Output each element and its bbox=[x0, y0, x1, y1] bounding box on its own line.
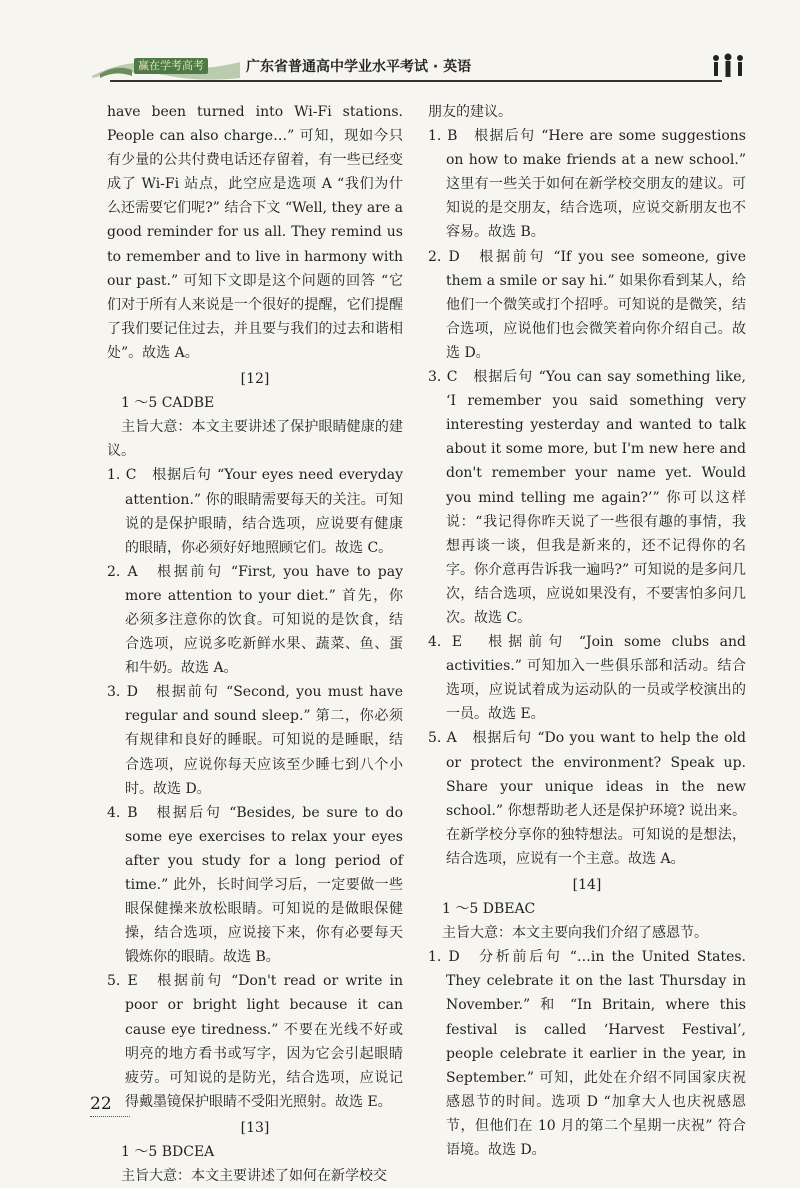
series-label: 赢在学考高考 bbox=[134, 58, 208, 74]
section-heading-13: [13] bbox=[240, 1119, 270, 1136]
answer-key-14: 1 ～5 DBEAC bbox=[442, 901, 536, 918]
explanation-item: 4. E 根据前句 “Join some clubs and activities.” 可知加入一些俱乐部和活动。结合选项，应说试着成为运动队的一员或学校演出的一员。故选 E。 bbox=[428, 634, 746, 723]
right-column bbox=[428, 100, 746, 1162]
explanation-item: 1. C 根据后句 “Your eyes need everyday attention.” 你的眼睛需要每天的关注。可知说的是保护眼睛，结合选项，应说要有健康的眼睛，你必须好好地照顾它们。故选 C。 bbox=[107, 467, 403, 556]
explanation-item: 1. D 分析前后句 “…in the United States. They celebrate it on the last Thursday in November.” 和 “In Britain, where this festival is called ‘Harvest Festival’, people celebrate it earlier in the year, in September.” 可知，此处在介绍不同国家庆祝感恩节的时间。选项 D “加拿大人也庆祝感恩节，但他们在 10 月的第二个星期一庆祝” 符合语境。故选 D。 bbox=[428, 949, 746, 1159]
header-title: 广东省普通高中学业水平考试 · 英语 bbox=[246, 59, 472, 75]
left-column bbox=[107, 100, 403, 1188]
summary-13-part2: 朋友的建议。 bbox=[428, 104, 512, 120]
summary-13-part1: 主旨大意：本文主要讲述了如何在新学校交 bbox=[121, 1168, 387, 1185]
page-header bbox=[90, 52, 750, 80]
explanation-item: 2. D 根据前句 “If you see someone, give them a smile or say hi.” 如果你看到某人，给他们一个微笑或打个招呼。可知说的是微笑，结合选项，应说他们也会微笑着向你介绍自己。故选 D。 bbox=[428, 248, 746, 361]
people-figures-icon bbox=[708, 52, 748, 80]
explanation-item: 5. A 根据后句 “Do you want to help the old or protect the environment? Speak up. Share your unique ideas in the new school.” 你想帮助老人还是保护环境? 说出来。在新学校分享你的独特想法。可知说的是想法，结合选项，应说有一个主意。故选 A。 bbox=[428, 730, 746, 867]
section-heading-14: [14] bbox=[572, 877, 602, 893]
explanation-item: 2. A 根据前句 “First, you have to pay more attention to your diet.” 首先，你必须多注意你的饮食。可知说的是饮食，结合选项，应说多吃新鲜水果、蔬菜、鱼、蛋和牛奶。故选 A。 bbox=[107, 563, 403, 677]
page-number-rule bbox=[90, 1116, 130, 1117]
explanation-item: 4. B 根据后句 “Besides, be sure to do some eye exercises to relax your eyes after you study for a long period of time.” 此外，长时间学习后，一定要做一些眼保健操来放松眼睛。可知说的是做眼保健操，结合选项，应说接下来，你有必要每天锻炼你的眼睛。故选 B。 bbox=[107, 804, 403, 966]
answer-key-12: 1 ～5 CADBE bbox=[121, 395, 215, 412]
continued-paragraph: have been turned into Wi-Fi stations. People can also charge…” 可知，现如今只有少量的公共付费电话还存留着，有一些已经变成了 Wi-Fi 站点，此空应是选项 A “我们为什么还需要它们呢?” 结合下文 “Well, they are a good reminder for us all. They remind us to remember and to live in harmony with our past.” 可知下文即是这个问题的回答 “它们对于所有人来说是一个很好的提醒，它们提醒了我们要记住过去，并且要与我们的过去和谐相处”。故选 A。 bbox=[107, 104, 403, 361]
explanation-item: 5. E 根据前句 “Don't read or write in poor or bright light because it can cause eye tiredness.” 不要在光线不好或明亮的地方看书或写字，因为它会引起眼睛疲劳。可知说的是防光，结合选项，应说记得戴墨镜保护眼睛不受阳光照射。故选 E。 bbox=[107, 973, 403, 1110]
explanation-item: 3. D 根据前句 “Second, you must have regular and sound sleep.” 第二，你必须有规律和良好的睡眠。可知说的是睡眠，结合选项，应说你每天应该至少睡七到八个小时。故选 D。 bbox=[107, 684, 403, 797]
explanation-item: 3. C 根据后句 “You can say something like, ‘I remember you said something very interesting yesterday and wanted to talk about it some more, but I'm new here and don't remember your name yet. Would you mind telling me again?’” 你可以这样说：“我记得你昨天说了一些很有趣的事情，我想再谈一谈，但我是新来的，还不记得你的名字。你介意再告诉我一遍吗?” 可知说的是多问几次，结合选项，应说如果没有，不要害怕多问几次。故选 C。 bbox=[428, 369, 746, 626]
answer-key-13: 1 ～5 BDCEA bbox=[121, 1144, 215, 1161]
page-number: 22 bbox=[90, 1094, 112, 1114]
section-heading-12: [12] bbox=[240, 371, 270, 388]
summary-14: 主旨大意：本文主要向我们介绍了感恩节。 bbox=[442, 925, 708, 942]
explanation-item: 1. B 根据后句 “Here are some suggestions on how to make friends at a new school.” 这里有一些关于如何在新学校交朋友的建议。可知说的是交朋友，结合选项，应说交新朋友也不容易。故选 B。 bbox=[428, 128, 746, 241]
header-rule bbox=[110, 80, 722, 82]
summary-12: 主旨大意：本文主要讲述了保护眼睛健康的建议。 bbox=[107, 419, 403, 460]
